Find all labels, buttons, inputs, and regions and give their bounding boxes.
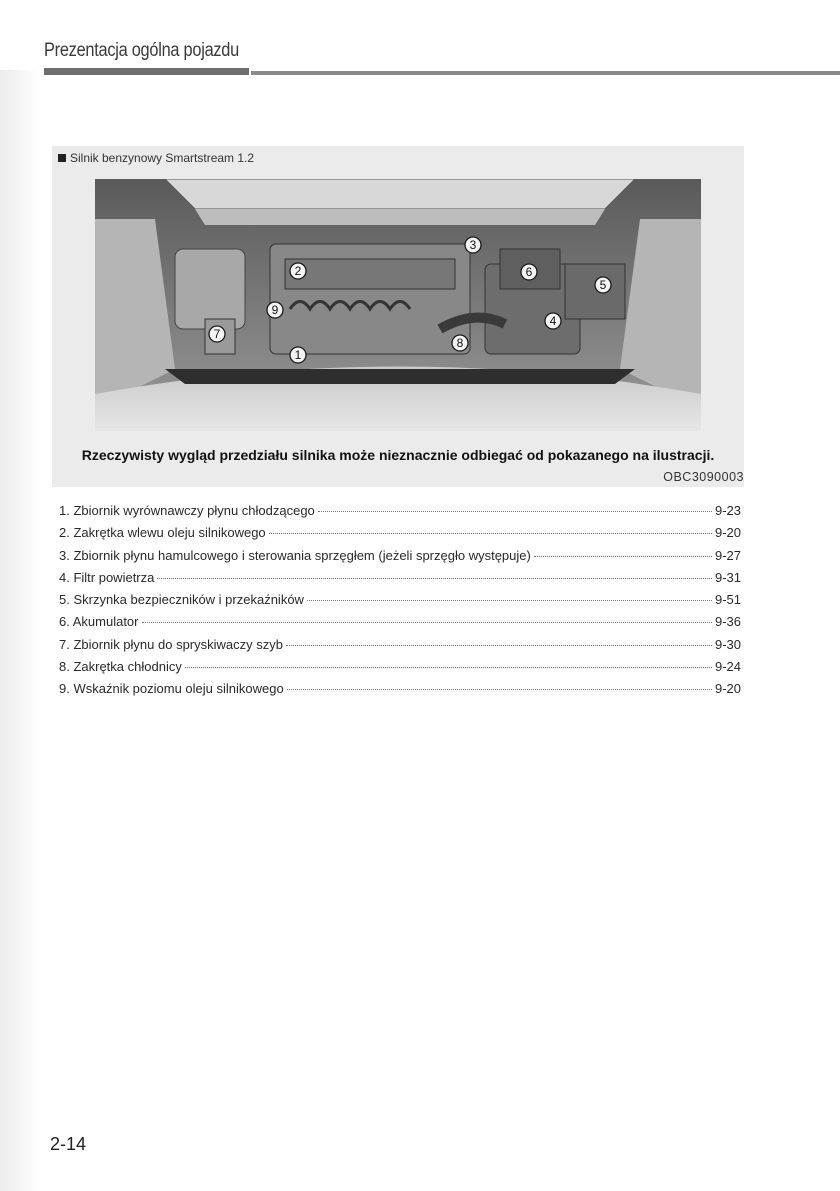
list-item-page: 9-30	[714, 636, 741, 652]
list-item-page: 9-51	[714, 592, 741, 608]
list-item-page: 9-23	[714, 503, 741, 518]
list-item	[59, 637, 741, 659]
svg-text:7: 7	[213, 327, 221, 341]
callout-6	[521, 264, 537, 280]
callout-1	[290, 347, 306, 363]
list-item-page: 9-36	[714, 614, 741, 630]
list-item-page: 9-20	[714, 681, 741, 697]
dot-leader	[318, 511, 712, 512]
list-item-label: 1. Zbiornik wyrównawczy płynu chłodzącego	[59, 503, 315, 518]
engine-illustration	[95, 179, 701, 431]
svg-text:1: 1	[294, 348, 302, 362]
svg-text:5: 5	[599, 278, 607, 292]
list-item-label: 5. Skrzynka bezpieczników i przekaźników	[59, 592, 304, 608]
dot-leader	[157, 578, 712, 579]
svg-text:8: 8	[456, 336, 464, 350]
page-edge-shade	[0, 70, 40, 1191]
list-item-label: 2. Zakrętka wlewu oleju silnikowego	[59, 525, 266, 541]
list-item	[59, 592, 741, 614]
dot-leader	[286, 645, 712, 646]
callout-4	[545, 313, 561, 329]
list-item	[59, 548, 741, 570]
header-rule-light	[251, 71, 840, 75]
caption-square-icon	[58, 154, 66, 162]
svg-text:6: 6	[525, 265, 533, 279]
list-item-label: 7. Zbiornik płynu do spryskiwaczy szyb	[59, 636, 283, 652]
list-item	[59, 503, 741, 525]
figure-caption	[58, 151, 254, 165]
svg-text:3: 3	[469, 238, 477, 252]
svg-text:9: 9	[271, 303, 279, 317]
callout-9	[267, 302, 283, 318]
list-item	[59, 659, 741, 681]
list-item-page: 9-24	[714, 659, 741, 675]
list-item-label: 9. Wskaźnik poziomu oleju silnikowego	[59, 681, 284, 697]
callout-7	[209, 326, 225, 342]
list-item	[59, 681, 741, 703]
list-item-page: 9-31	[714, 569, 741, 585]
svg-text:2: 2	[294, 264, 302, 278]
list-item	[59, 570, 741, 592]
list-item-label: 4. Filtr powietrza	[59, 569, 155, 585]
dot-leader	[534, 556, 712, 557]
svg-text:4: 4	[549, 314, 557, 328]
figure-code: OBC3090003	[663, 470, 744, 484]
callout-3	[465, 237, 481, 253]
component-list	[59, 503, 741, 704]
dot-leader	[307, 600, 712, 601]
dot-leader	[142, 622, 712, 623]
page-number: 2-14	[50, 1134, 87, 1154]
engine-compartment-image	[95, 179, 701, 431]
dot-leader	[287, 689, 712, 690]
list-item-label: 6. Akumulator	[59, 614, 139, 630]
list-item-page: 9-20	[714, 525, 741, 541]
list-item	[59, 525, 741, 547]
dot-leader	[185, 667, 712, 668]
figure-caption-text: Silnik benzynowy Smartstream 1.2	[70, 151, 255, 165]
callout-8	[452, 335, 468, 351]
list-item-label: 8. Zakrętka chłodnicy	[59, 659, 182, 675]
callout-2	[290, 263, 306, 279]
engine-figure	[52, 146, 744, 487]
figure-disclaimer: Rzeczywisty wygląd przedziału silnika może nieznacznie odbiegać od pokazanego na ilustracji.	[81, 447, 715, 463]
list-item-label: 3. Zbiornik płynu hamulcowego i sterowania sprzęgłem (jeżeli sprzęgło występuje)	[59, 547, 531, 563]
list-item	[59, 614, 741, 636]
section-title: Prezentacja ogólna pojazdu	[44, 40, 239, 61]
header-rule-dark	[44, 68, 249, 75]
callout-5	[595, 277, 611, 293]
dot-leader	[269, 533, 712, 534]
list-item-page: 9-27	[714, 547, 741, 563]
